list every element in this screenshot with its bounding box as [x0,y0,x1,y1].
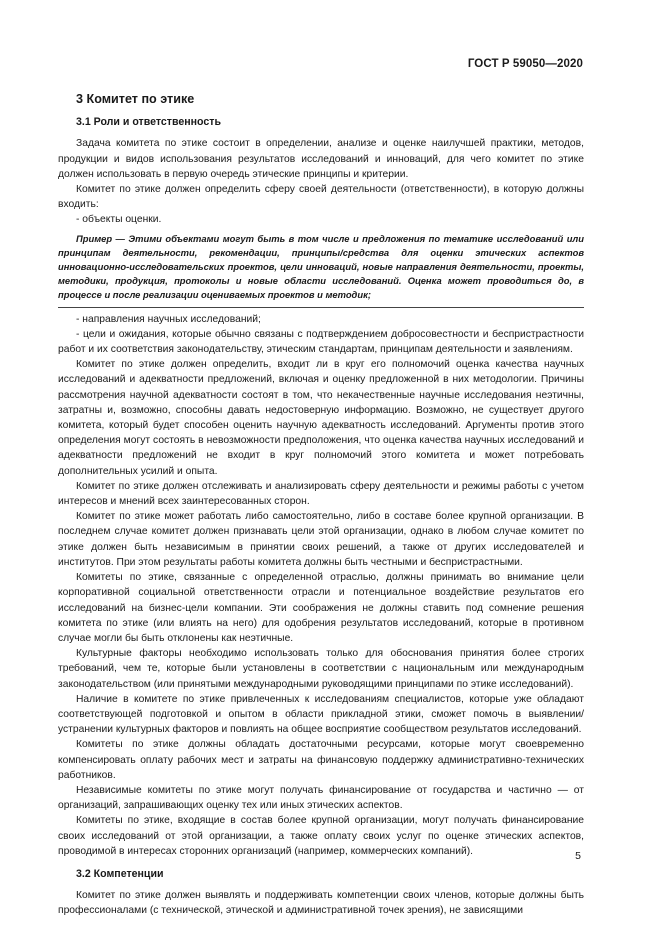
example-text: Этими объектами могут быть в том числе и предложения по тематике исследований или принципам деятельности, рекомендации, принципы/средства для оценки этических аспектов инновационно-исследовательских проектов, цели инноваций, новые направления деятельности, проекты, методики, продукция, протоколы и новые области исследований. Оценка может проводиться до, в процессе и после реализации оцениваемых проектов и методик; [58,232,584,301]
paragraph: Комитет по этике должен определить сферу своей деятельности (ответственности), в которую должны входить: [58,184,584,211]
page-content [58,92,584,919]
paragraph: Комитеты по этике, связанные с определенной отраслью, должны принимать во внимание цели корпоративной социальной ответственности отрасли и потенциальное воздействие результатов его исследований на бизнес-цели компании. Эти соображения не должны ставить под сомнение решения комитета по этике (или влиять на него) для одобрения результатов исследований, которые в противном случае могли бы быть отклонены как неэтичные. [58,572,584,644]
paragraph: Комитет по этике должен выявлять и поддерживать компетенции своих членов, которые должны быть профессионалами (с технической, этической и административной точек зрения), не зависящими [58,890,584,917]
example-label: Пример — [76,232,125,244]
subsection-title-roles: 3.1 Роли и ответственность [76,116,221,129]
paragraph: Комитеты по этике, входящие в состав более крупной организации, могут получать финансирование своих исследований от этой организации, а также оплату своих услуг по оценке этических аспектов, проводимой в интересах сторонних организаций (например, коммерческих компаний). [58,815,584,857]
paragraph: Комитет по этике должен отслеживать и анализировать сферу деятельности и режимы работы с учетом интересов и мнений всех заинтересованных сторон. [58,480,584,508]
list-item: - цели и ожидания, которые обычно связаны с подтверждением добросовестности и беспристрастности работ и их соответствия законодательству, этическим стандартам, принципам деятельности и заявлениям. [58,328,584,356]
paragraph: Комитет по этике может работать либо самостоятельно, либо в составе более крупной организации. В последнем случае комитет должен признавать цели этой организации, однако в любом случае комитет по этике должен быть независимым в принятии своих решений, а также от других исследователей и институтов. При этом результаты работы комитета должны быть честными и беспристрастными. [58,511,584,568]
paragraph: Независимые комитеты по этике могут получать финансирование от государства и частично — от организаций, запрашивающих оценку тех или иных этических аспектов. [58,784,584,812]
paragraph: Наличие в комитете по этике привлеченных к исследованиям специалистов, которые уже обладают соответствующей подготовкой и опытом в области прикладной этики, сможет помочь в выявлении/устранении культурных факторов и повлиять на общее восприятие сообществом результатов исследований. [58,693,584,736]
paragraph: Комитеты по этике должны обладать достаточными ресурсами, которые могут своевременно компенсировать оплату рабочих мест и затраты на финансовую поддержку административно-технических работников. [58,739,584,781]
paragraph: Комитет по этике должен определить, входит ли в круг его полномочий оценка качества научных исследований и адекватности предложений, включая и оценку предложенной в них методологии. Причины рассмотрения научной адекватности состоят в том, что некачественные научные исследования неэтичны, затратны и, возможно, способны давать недостоверную информацию. Возможно, не существует другого комитета, который будет способен оценить научную адекватность исследований. Аргументы против этого определения могут состоять в невозможности предположения, что оценка качества научных исследований и адекватности предложений не входит в круг полномочий этого комитета и может потребовать дополнительных усилий и опыта. [58,359,584,477]
example-note [58,232,584,303]
list-item: - объекты оценки. [76,214,162,226]
standard-header: ГОСТ Р 59050—2020 [467,58,583,70]
page-number: 5 [575,850,581,862]
example-divider [58,307,584,308]
paragraph: Задача комитета по этике состоит в определении, анализе и оценке наилучшей практики, методов, продукции и видов использования результатов исследований и инноваций, для чего комитет по этике должен использовать в первую очередь этические принципы и критерии. [58,138,584,180]
section-title: 3 Комитет по этике [76,92,195,106]
list-item: - направления научных исследований; [76,313,261,325]
subsection-title-competencies: 3.2 Компетенции [76,867,164,880]
paragraph: Культурные факторы необходимо использовать только для обоснования принятия более строгих требований, чем те, которые были установлены в соответствии с национальным или международным законодательством (или принятыми международными руководящими принципами по этике исследований). [58,648,584,690]
